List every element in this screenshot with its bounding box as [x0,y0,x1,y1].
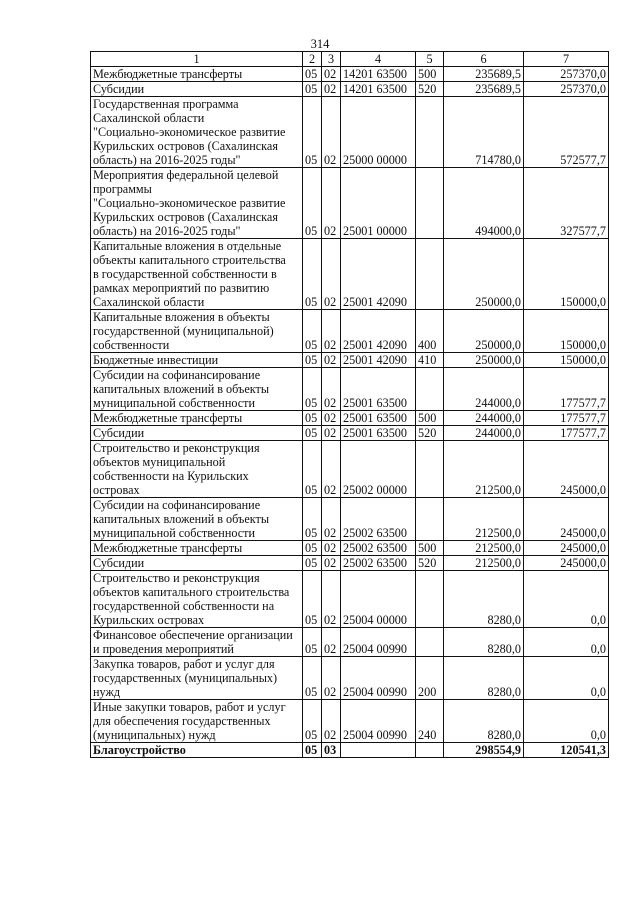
row-expense-type-cell: 500 [416,411,444,426]
row-amount-col6-cell: 244000,0 [444,426,524,441]
row-expense-type-cell: 520 [416,426,444,441]
row-amount-col6-cell: 8280,0 [444,700,524,743]
row-subsection-cell: 02 [322,556,341,571]
row-section-cell: 05 [303,541,322,556]
row-section-cell: 05 [303,97,322,168]
row-section-cell: 05 [303,498,322,541]
row-target-article-cell: 25001 42090 [341,353,416,368]
row-name-cell: Финансовое обеспечение организации и проведения мероприятий [91,628,303,657]
row-expense-type-cell [416,97,444,168]
row-amount-col7-cell: 150000,0 [524,353,609,368]
row-section-cell: 05 [303,168,322,239]
table-body [91,67,609,758]
table-row [91,700,609,743]
row-target-article-cell: 25002 63500 [341,498,416,541]
table-row [91,82,609,97]
row-target-article-cell: 25001 42090 [341,239,416,310]
row-amount-col7-cell: 245000,0 [524,498,609,541]
row-section-cell: 05 [303,368,322,411]
header-col-3: 3 [322,52,341,67]
row-section-cell: 05 [303,441,322,498]
row-amount-col6-cell: 8280,0 [444,571,524,628]
row-subsection-cell: 02 [322,541,341,556]
row-subsection-cell: 02 [322,411,341,426]
row-name-cell: Субсидии [91,82,303,97]
table-header-row [91,52,609,67]
table-row [91,571,609,628]
row-subsection-cell: 02 [322,700,341,743]
row-amount-col7-cell: 245000,0 [524,541,609,556]
row-section-cell: 05 [303,239,322,310]
row-section-cell: 05 [303,556,322,571]
row-section-cell: 05 [303,411,322,426]
table-row [91,411,609,426]
row-target-article-cell: 25000 00000 [341,97,416,168]
row-subsection-cell: 02 [322,368,341,411]
row-amount-col6-cell: 298554,9 [444,743,524,758]
row-amount-col6-cell: 494000,0 [444,168,524,239]
table-row [91,97,609,168]
row-amount-col6-cell: 250000,0 [444,353,524,368]
row-subsection-cell: 02 [322,310,341,353]
row-expense-type-cell: 400 [416,310,444,353]
header-col-7: 7 [524,52,609,67]
row-expense-type-cell: 520 [416,556,444,571]
header-col-5: 5 [416,52,444,67]
table-row [91,498,609,541]
row-section-cell: 05 [303,571,322,628]
row-target-article-cell: 25004 00990 [341,628,416,657]
row-amount-col7-cell: 245000,0 [524,556,609,571]
row-amount-col7-cell: 327577,7 [524,168,609,239]
header-col-2: 2 [303,52,322,67]
row-amount-col7-cell: 572577,7 [524,97,609,168]
row-expense-type-cell [416,239,444,310]
row-subsection-cell: 02 [322,426,341,441]
row-subsection-cell: 02 [322,67,341,82]
header-col-6: 6 [444,52,524,67]
row-amount-col6-cell: 212500,0 [444,541,524,556]
row-amount-col6-cell: 235689,5 [444,67,524,82]
row-name-cell: Межбюджетные трансферты [91,411,303,426]
row-name-cell: Субсидии [91,426,303,441]
row-name-cell: Субсидии [91,556,303,571]
table-row [91,743,609,758]
row-target-article-cell: 25001 63500 [341,368,416,411]
row-target-article-cell: 25001 63500 [341,426,416,441]
row-expense-type-cell: 520 [416,82,444,97]
row-name-cell: Капитальные вложения в объекты государственной (муниципальной) собственности [91,310,303,353]
row-subsection-cell: 02 [322,571,341,628]
row-subsection-cell: 02 [322,239,341,310]
row-name-cell: Строительство и реконструкция объектов муниципальной собственности на Курильских островах [91,441,303,498]
row-section-cell: 05 [303,426,322,441]
row-amount-col6-cell: 244000,0 [444,368,524,411]
row-amount-col6-cell: 212500,0 [444,556,524,571]
row-amount-col7-cell: 150000,0 [524,310,609,353]
row-expense-type-cell [416,628,444,657]
row-name-cell: Субсидии на софинансирование капитальных вложений в объекты муниципальной собственности [91,498,303,541]
row-expense-type-cell: 500 [416,541,444,556]
table-row [91,67,609,82]
row-section-cell: 05 [303,700,322,743]
row-target-article-cell: 14201 63500 [341,82,416,97]
row-subsection-cell: 02 [322,353,341,368]
page-number: 314 [310,37,330,51]
row-subsection-cell: 02 [322,628,341,657]
row-amount-col6-cell: 235689,5 [444,82,524,97]
row-name-cell: Капитальные вложения в отдельные объекты капитального строительства в государственной собственности в рамках мероприятий по развитию Сахалинской области [91,239,303,310]
row-subsection-cell: 02 [322,657,341,700]
row-name-cell: Закупка товаров, работ и услуг для государственных (муниципальных) нужд [91,657,303,700]
row-amount-col7-cell: 150000,0 [524,239,609,310]
row-subsection-cell: 02 [322,498,341,541]
row-target-article-cell: 25002 00000 [341,441,416,498]
row-target-article-cell: 25001 00000 [341,168,416,239]
row-subsection-cell: 02 [322,441,341,498]
row-section-cell: 05 [303,82,322,97]
row-target-article-cell: 25004 00000 [341,571,416,628]
table-row [91,628,609,657]
table-row [91,168,609,239]
row-amount-col7-cell: 257370,0 [524,82,609,97]
table-row [91,239,609,310]
row-name-cell: Строительство и реконструкция объектов капитального строительства государственной собственности на Курильских островах [91,571,303,628]
row-amount-col6-cell: 714780,0 [444,97,524,168]
row-target-article-cell: 25002 63500 [341,556,416,571]
row-expense-type-cell: 410 [416,353,444,368]
row-target-article-cell [341,743,416,758]
row-amount-col6-cell: 250000,0 [444,239,524,310]
row-section-cell: 05 [303,67,322,82]
row-expense-type-cell: 500 [416,67,444,82]
row-name-cell: Государственная программа Сахалинской области "Социально-экономическое развитие Курильских островов (Сахалинская область) на 2016-2025 годы" [91,97,303,168]
row-amount-col6-cell: 212500,0 [444,441,524,498]
row-section-cell: 05 [303,743,322,758]
budget-table [90,51,609,758]
table-row [91,368,609,411]
row-section-cell: 05 [303,628,322,657]
row-target-article-cell: 25002 63500 [341,541,416,556]
row-name-cell: Межбюджетные трансферты [91,541,303,556]
row-name-cell: Бюджетные инвестиции [91,353,303,368]
table-row [91,310,609,353]
row-expense-type-cell [416,498,444,541]
row-target-article-cell: 25001 42090 [341,310,416,353]
row-amount-col7-cell: 0,0 [524,657,609,700]
row-amount-col7-cell: 177577,7 [524,426,609,441]
row-target-article-cell: 25004 00990 [341,657,416,700]
header-col-1: 1 [91,52,303,67]
row-amount-col7-cell: 177577,7 [524,411,609,426]
row-expense-type-cell [416,441,444,498]
row-amount-col7-cell: 120541,3 [524,743,609,758]
row-name-cell: Мероприятия федеральной целевой программы "Социально-экономическое развитие Курильских островов (Сахалинская область) на 2016-2025 годы" [91,168,303,239]
row-name-cell: Иные закупки товаров, работ и услуг для обеспечения государственных (муниципальных) нужд [91,700,303,743]
row-amount-col6-cell: 8280,0 [444,657,524,700]
row-amount-col7-cell: 0,0 [524,628,609,657]
table-row [91,426,609,441]
row-amount-col7-cell: 0,0 [524,571,609,628]
row-amount-col7-cell: 0,0 [524,700,609,743]
row-amount-col7-cell: 245000,0 [524,441,609,498]
row-section-cell: 05 [303,657,322,700]
row-expense-type-cell: 240 [416,700,444,743]
row-target-article-cell: 25001 63500 [341,411,416,426]
row-subsection-cell: 02 [322,168,341,239]
row-amount-col6-cell: 212500,0 [444,498,524,541]
row-section-cell: 05 [303,353,322,368]
row-expense-type-cell [416,168,444,239]
table-row [91,657,609,700]
table-row [91,556,609,571]
table-row [91,541,609,556]
table-row [91,441,609,498]
row-amount-col6-cell: 244000,0 [444,411,524,426]
row-amount-col7-cell: 257370,0 [524,67,609,82]
row-subsection-cell: 03 [322,743,341,758]
row-section-cell: 05 [303,310,322,353]
row-amount-col6-cell: 8280,0 [444,628,524,657]
row-name-cell: Благоустройство [91,743,303,758]
row-expense-type-cell: 200 [416,657,444,700]
table-row [91,353,609,368]
row-expense-type-cell [416,368,444,411]
row-target-article-cell: 25004 00990 [341,700,416,743]
row-amount-col7-cell: 177577,7 [524,368,609,411]
row-subsection-cell: 02 [322,82,341,97]
row-target-article-cell: 14201 63500 [341,67,416,82]
header-col-4: 4 [341,52,416,67]
row-expense-type-cell [416,743,444,758]
row-expense-type-cell [416,571,444,628]
row-amount-col6-cell: 250000,0 [444,310,524,353]
row-subsection-cell: 02 [322,97,341,168]
row-name-cell: Межбюджетные трансферты [91,67,303,82]
row-name-cell: Субсидии на софинансирование капитальных вложений в объекты муниципальной собственности [91,368,303,411]
